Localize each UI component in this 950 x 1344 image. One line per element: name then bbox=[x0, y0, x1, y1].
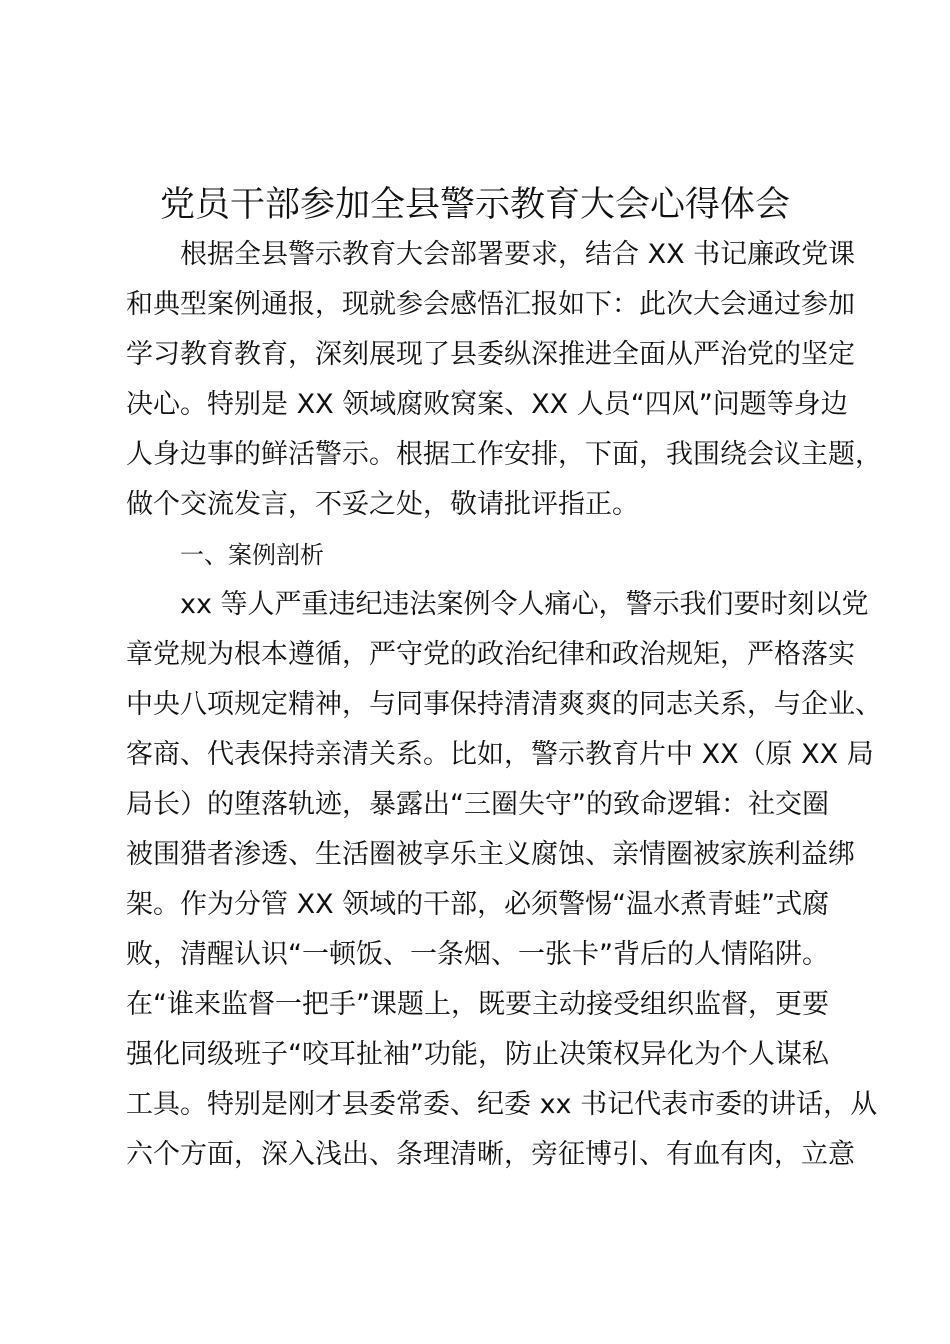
paragraph-line: 在“谁来监督一把手”课题上，既要主动接受组织监督，更要 bbox=[126, 989, 829, 1020]
section-heading: 一、案例剖析 bbox=[180, 541, 324, 569]
paragraph-line: 强化同级班子“咬耳扯袖”功能，防止决策权异化为个人谋私 bbox=[126, 1039, 829, 1070]
paragraph-line: 学习教育教育，深刻展现了县委纵深推进全面从严治党的坚定 bbox=[126, 339, 855, 370]
paragraph-line: 和典型案例通报，现就参会感悟汇报如下：此次大会通过参加 bbox=[126, 289, 855, 320]
paragraph-line: 做个交流发言，不妥之处，敬请批评指正。 bbox=[126, 489, 639, 520]
document-body bbox=[126, 230, 882, 1180]
paragraph-line: xx 等人严重违纪违法案例令人痛心，警示我们要时刻以党 bbox=[180, 589, 869, 620]
paragraph-line: 中央八项规定精神，与同事保持清清爽爽的同志关系，与企业、 bbox=[126, 689, 882, 720]
paragraph-line: 人身边事的鲜活警示。根据工作安排，下面，我围绕会议主题， bbox=[126, 439, 882, 470]
document-title: 党员干部参加全县警示教育大会心得体会 bbox=[159, 185, 790, 225]
paragraph-line: 工具。特别是刚才县委常委、纪委 xx 书记代表市委的讲话，从 bbox=[126, 1089, 878, 1120]
paragraph-line: 客商、代表保持亲清关系。比如，警示教育片中 XX（原 XX 局 bbox=[126, 739, 874, 770]
paragraph-line: 被围猎者渗透、生活圈被享乐主义腐蚀、亲情圈被家族利益绑 bbox=[126, 839, 855, 870]
paragraph-line: 败，清醒认识“一顿饭、一条烟、一张卡”背后的人情陷阱。 bbox=[126, 939, 829, 970]
paragraph-line: 章党规为根本遵循，严守党的政治纪律和政治规矩，严格落实 bbox=[126, 639, 855, 670]
paragraph-line: 六个方面，深入浅出、条理清晰，旁征博引、有血有肉，立意 bbox=[126, 1139, 855, 1170]
paragraph-line: 决心。特别是 XX 领域腐败窝案、XX 人员“四风”问题等身边 bbox=[126, 389, 848, 420]
paragraph-line: 局长）的堕落轨迹，暴露出“三圈失守”的致命逻辑：社交圈 bbox=[126, 789, 829, 820]
paragraph-line: 根据全县警示教育大会部署要求，结合 XX 书记廉政党课 bbox=[180, 239, 856, 270]
paragraph-line: 架。作为分管 XX 领域的干部，必须警惕“温水煮青蛙”式腐 bbox=[126, 889, 830, 920]
